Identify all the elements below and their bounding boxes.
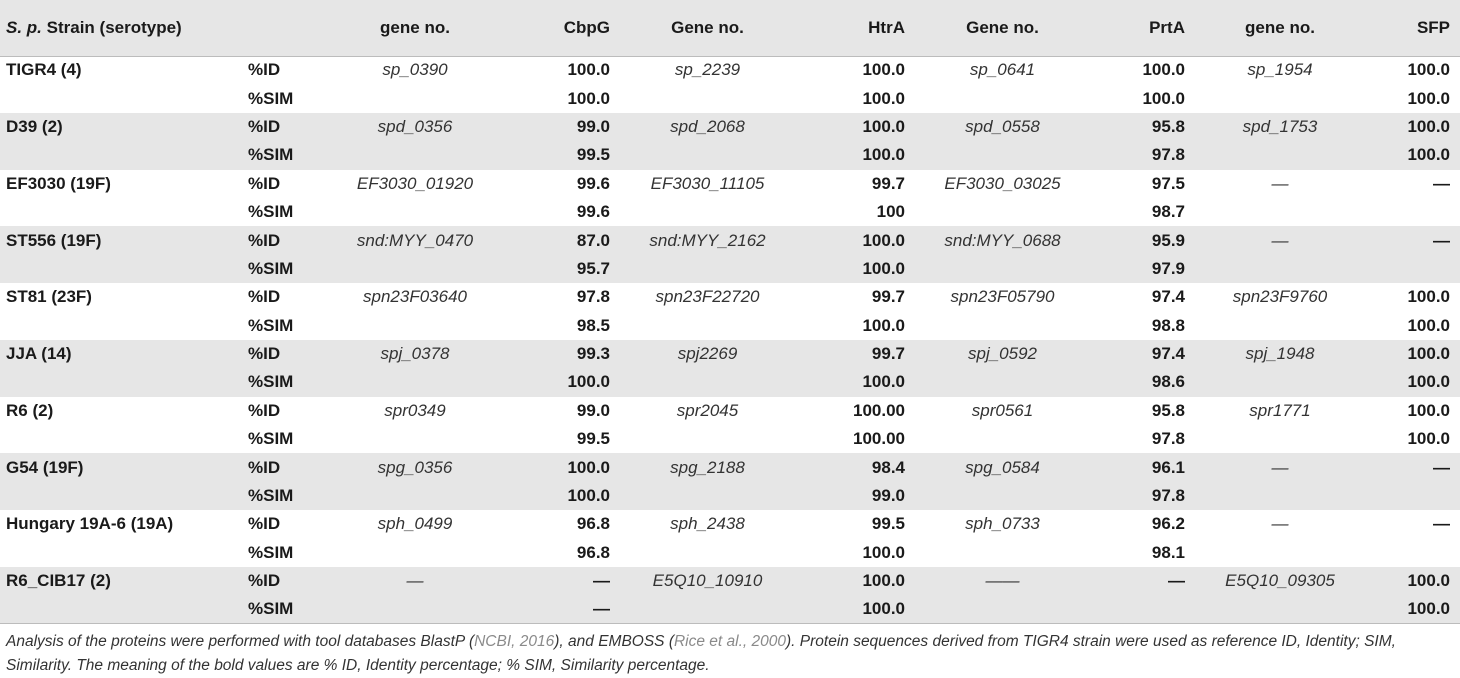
gene-cell-empty — [915, 482, 1090, 510]
sfp-similarity — [1365, 482, 1460, 510]
table-row-sim — [0, 84, 1460, 112]
sfp-identity: 100.0 — [1407, 60, 1450, 80]
gene-number-sfp: — — [1271, 514, 1289, 534]
strain-column-header — [0, 0, 242, 56]
prta-identity: 95.8 — [1151, 116, 1185, 136]
htra-similarity: 99.0 — [871, 486, 905, 506]
gene-cell-empty — [1195, 539, 1365, 567]
table-row-sim — [0, 141, 1460, 169]
table-row-id — [0, 283, 1460, 311]
sfp-identity: 100.0 — [1407, 571, 1450, 591]
table-footnote — [0, 624, 1460, 678]
prta-identity: 96.2 — [1151, 514, 1185, 534]
cbpg-identity: 99.6 — [576, 173, 610, 193]
htra-identity: 100.0 — [862, 571, 905, 591]
htra-identity: 98.4 — [871, 457, 905, 477]
gene-number-cbpg: sph_0499 — [377, 514, 453, 534]
gene-number-htra: snd:MYY_2162 — [649, 230, 766, 250]
strain-name: D39 (2) — [6, 116, 63, 136]
metric-label-id: %ID — [248, 116, 281, 136]
strain-name: ST81 (23F) — [6, 287, 92, 307]
strain-name-empty — [0, 198, 242, 226]
strain-name: EF3030 (19F) — [6, 173, 111, 193]
prta-identity: 95.9 — [1151, 230, 1185, 250]
table-row-sim — [0, 255, 1460, 283]
htra-similarity: 100.0 — [862, 372, 905, 392]
protein-header-sfp: SFP — [1365, 0, 1460, 56]
htra-identity: 99.7 — [871, 287, 905, 307]
header-row — [0, 0, 1460, 56]
prta-similarity: 97.8 — [1151, 429, 1185, 449]
prta-similarity: 100.0 — [1142, 88, 1185, 108]
gene-number-sfp: spr1771 — [1249, 400, 1311, 420]
table-row-sim — [0, 198, 1460, 226]
htra-similarity: 100.0 — [862, 315, 905, 335]
table-row-id — [0, 340, 1460, 368]
prta-identity: 97.5 — [1151, 173, 1185, 193]
gene-cell-empty — [1195, 141, 1365, 169]
metric-label-id: %ID — [248, 60, 281, 80]
gene-number-htra: spj2269 — [677, 344, 738, 364]
gene-cell-empty — [620, 141, 795, 169]
gene-number-prta: spd_0558 — [965, 116, 1040, 136]
cbpg-similarity: 100.0 — [567, 486, 610, 506]
prta-identity: 100.0 — [1142, 60, 1185, 80]
metric-label-id: %ID — [248, 400, 281, 420]
cbpg-identity: 100.0 — [567, 60, 610, 80]
sfp-similarity — [1365, 198, 1460, 226]
gene-number-sfp: spj_1948 — [1245, 344, 1315, 364]
table-body — [0, 56, 1460, 624]
table-row-sim — [0, 368, 1460, 396]
gene-header-1: gene no. — [330, 0, 500, 56]
sfp-identity: 100.0 — [1407, 344, 1450, 364]
gene-number-prta: EF3030_03025 — [944, 173, 1061, 193]
gene-cell-empty — [620, 425, 795, 453]
gene-cell-empty — [330, 368, 500, 396]
gene-cell-empty — [620, 539, 795, 567]
gene-cell-empty — [330, 482, 500, 510]
table-row-id — [0, 226, 1460, 254]
strain-name: R6 (2) — [6, 400, 54, 420]
gene-number-prta: sph_0733 — [965, 514, 1040, 534]
cbpg-similarity: 95.7 — [576, 258, 610, 278]
gene-number-sfp: spn23F9760 — [1232, 287, 1328, 307]
strain-name-empty — [0, 595, 242, 623]
gene-number-htra: EF3030_11105 — [650, 173, 765, 193]
cbpg-similarity: 100.0 — [567, 88, 610, 108]
gene-number-prta: spn23F05790 — [950, 287, 1055, 307]
gene-number-htra: spn23F22720 — [655, 287, 760, 307]
sfp-similarity: 100.0 — [1407, 145, 1450, 165]
strain-name: Hungary 19A-6 (19A) — [6, 514, 174, 534]
gene-number-prta: spj_0592 — [967, 344, 1037, 364]
gene-cell-empty — [1195, 84, 1365, 112]
cbpg-similarity: 100.0 — [567, 372, 610, 392]
prta-similarity: 98.1 — [1151, 542, 1185, 562]
gene-cell-empty — [915, 255, 1090, 283]
gene-number-cbpg: spr0349 — [384, 400, 446, 420]
gene-number-sfp: sp_1954 — [1247, 60, 1313, 80]
table-row-sim — [0, 595, 1460, 623]
gene-number-sfp: — — [1271, 173, 1289, 193]
sfp-identity: 100.0 — [1407, 400, 1450, 420]
prta-similarity: 97.8 — [1151, 486, 1185, 506]
metric-label-id: %ID — [248, 173, 281, 193]
table-row-sim — [0, 539, 1460, 567]
sfp-similarity: 100.0 — [1407, 88, 1450, 108]
cbpg-identity: 87.0 — [576, 230, 610, 250]
gene-number-htra: spg_2188 — [670, 457, 745, 477]
cbpg-similarity: 96.8 — [576, 542, 610, 562]
sfp-identity: 100.0 — [1407, 287, 1450, 307]
gene-number-htra: spd_2068 — [670, 116, 745, 136]
metric-label-sim: %SIM — [248, 429, 294, 449]
prta-similarity — [1090, 595, 1195, 623]
cbpg-similarity: 99.5 — [576, 429, 610, 449]
cbpg-similarity: — — [500, 595, 620, 623]
metric-label-sim: %SIM — [248, 88, 294, 108]
gene-cell-empty — [620, 198, 795, 226]
gene-cell-empty — [915, 141, 1090, 169]
metric-label-sim: %SIM — [248, 486, 294, 506]
prta-similarity: 98.7 — [1151, 202, 1185, 222]
gene-cell-empty — [1195, 482, 1365, 510]
htra-identity: 99.5 — [871, 514, 905, 534]
strain-name-empty — [0, 312, 242, 340]
footnote-text-1: Analysis of the proteins were performed with tool databases BlastP ( — [6, 633, 475, 651]
cbpg-identity: 96.8 — [576, 514, 610, 534]
protein-header-prta: PrtA — [1090, 0, 1195, 56]
sfp-similarity — [1365, 539, 1460, 567]
prta-similarity: 98.6 — [1151, 372, 1185, 392]
gene-number-htra: spr2045 — [676, 400, 739, 420]
strain-name-empty — [0, 84, 242, 112]
gene-cell-empty — [620, 595, 795, 623]
sfp-identity: — — [1433, 173, 1450, 193]
protein-header-cbpg: CbpG — [500, 0, 620, 56]
gene-cell-empty — [915, 84, 1090, 112]
htra-similarity: 100.0 — [862, 542, 905, 562]
cbpg-identity: 100.0 — [567, 457, 610, 477]
gene-number-cbpg: spg_0356 — [377, 457, 453, 477]
gene-number-sfp: — — [1271, 230, 1289, 250]
gene-cell-empty — [620, 312, 795, 340]
metric-label-sim: %SIM — [248, 542, 294, 562]
table-row-id — [0, 453, 1460, 481]
metric-label-id: %ID — [248, 571, 281, 591]
cbpg-identity: 97.8 — [576, 287, 610, 307]
gene-number-cbpg: — — [406, 571, 424, 591]
table-row-sim — [0, 312, 1460, 340]
gene-cell-empty — [330, 595, 500, 623]
gene-number-cbpg: spn23F03640 — [363, 287, 467, 307]
metric-label-id: %ID — [248, 457, 281, 477]
strain-name-empty — [0, 141, 242, 169]
cbpg-identity: 99.3 — [576, 344, 610, 364]
sfp-identity: — — [1433, 457, 1450, 477]
sfp-identity: — — [1433, 514, 1450, 534]
metric-label-sim: %SIM — [248, 145, 294, 165]
gene-number-cbpg: spd_0356 — [377, 116, 453, 136]
gene-cell-empty — [915, 312, 1090, 340]
htra-identity: 100.0 — [862, 116, 905, 136]
gene-cell-empty — [1195, 198, 1365, 226]
gene-cell-empty — [330, 312, 500, 340]
gene-number-prta: snd:MYY_0688 — [944, 230, 1061, 250]
strain-name: G54 (19F) — [6, 457, 84, 477]
cbpg-similarity: 99.6 — [576, 202, 610, 222]
cbpg-identity: 99.0 — [576, 400, 610, 420]
gene-number-htra: sph_2438 — [670, 514, 745, 534]
protein-header-htra: HtrA — [795, 0, 915, 56]
metric-label-id: %ID — [248, 287, 281, 307]
footnote-text-2: ), and EMBOSS ( — [554, 633, 674, 651]
prta-identity: 95.8 — [1151, 400, 1185, 420]
gene-cell-empty — [620, 482, 795, 510]
gene-number-sfp: E5Q10_09305 — [1225, 571, 1335, 591]
htra-identity: 100.00 — [853, 400, 905, 420]
sfp-similarity: 100.0 — [1407, 429, 1450, 449]
footnote-text-3: ). Protein sequences derived from TIGR4 strain were used as reference ID, Identity; SIM, Similarity. The meaning of the bold values are % ID, Identity percentage; % SIM, Similarity percentage. — [6, 633, 1396, 675]
gene-cell-empty — [915, 198, 1090, 226]
gene-cell-empty — [620, 255, 795, 283]
gene-cell-empty — [915, 425, 1090, 453]
gene-header-3: Gene no. — [915, 0, 1090, 56]
reference-link-rice[interactable]: Rice et al., 2000 — [673, 633, 786, 651]
sfp-identity: 100.0 — [1407, 116, 1450, 136]
cbpg-identity: 99.0 — [576, 116, 610, 136]
gene-cell-empty — [620, 84, 795, 112]
htra-identity: 99.7 — [871, 344, 905, 364]
gene-number-cbpg: snd:MYY_0470 — [356, 230, 474, 250]
gene-header-4: gene no. — [1195, 0, 1365, 56]
gene-number-prta: —— — [985, 571, 1020, 591]
strain-name: ST556 (19F) — [6, 230, 102, 250]
reference-link-ncbi[interactable]: NCBI, 2016 — [474, 633, 555, 651]
sfp-similarity: 100.0 — [1365, 595, 1460, 623]
gene-number-htra: E5Q10_10910 — [652, 571, 763, 591]
table-row-id — [0, 397, 1460, 425]
table-header — [0, 0, 1460, 56]
prta-identity: 96.1 — [1151, 457, 1185, 477]
strain-name-empty — [0, 368, 242, 396]
species-abbrev: S. p. — [6, 17, 42, 37]
htra-similarity: 100.0 — [862, 258, 905, 278]
gene-header-2: Gene no. — [620, 0, 795, 56]
htra-identity: 100.0 — [862, 60, 905, 80]
table-row-sim — [0, 425, 1460, 453]
metric-label-sim: %SIM — [248, 202, 294, 222]
metric-column-header — [242, 0, 330, 56]
gene-number-htra: sp_2239 — [674, 60, 741, 80]
metric-label-id: %ID — [248, 344, 281, 364]
gene-number-cbpg: EF3030_01920 — [356, 173, 474, 193]
strain-name: TIGR4 (4) — [6, 60, 82, 80]
metric-label-sim: %SIM — [248, 315, 294, 335]
metric-label-id: %ID — [248, 230, 281, 250]
strain-name: JJA (14) — [6, 344, 72, 364]
table-row-id — [0, 510, 1460, 538]
metric-label-sim: %SIM — [248, 258, 294, 278]
gene-cell-empty — [915, 595, 1090, 623]
gene-number-prta: sp_0641 — [969, 60, 1036, 80]
metric-label-id: %ID — [248, 514, 281, 534]
gene-cell-empty — [915, 539, 1090, 567]
htra-similarity: 100.0 — [862, 88, 905, 108]
gene-cell-empty — [1195, 595, 1365, 623]
gene-cell-empty — [330, 425, 500, 453]
table-row-id — [0, 113, 1460, 141]
gene-number-prta: spg_0584 — [965, 457, 1040, 477]
prta-similarity: 97.8 — [1151, 145, 1185, 165]
gene-cell-empty — [330, 255, 500, 283]
cbpg-similarity: 98.5 — [576, 315, 610, 335]
sfp-similarity: 100.0 — [1407, 315, 1450, 335]
metric-label-sim: %SIM — [242, 595, 330, 623]
gene-number-cbpg: sp_0390 — [382, 60, 448, 80]
table-row-id — [0, 170, 1460, 198]
strain-name-empty — [0, 255, 242, 283]
sfp-identity: — — [1433, 230, 1450, 250]
sfp-similarity — [1365, 255, 1460, 283]
prta-similarity: 97.9 — [1151, 258, 1185, 278]
htra-identity: 99.7 — [871, 173, 905, 193]
gene-cell-empty — [1195, 368, 1365, 396]
prta-identity: — — [1168, 571, 1185, 591]
gene-cell-empty — [1195, 312, 1365, 340]
gene-number-sfp: — — [1271, 457, 1289, 477]
strain-name-empty — [0, 539, 242, 567]
strain-name-empty — [0, 482, 242, 510]
strain-name-empty — [0, 425, 242, 453]
gene-number-sfp: spd_1753 — [1242, 116, 1318, 136]
strain-header-label: Strain (serotype) — [41, 17, 182, 37]
gene-number-prta: spr0561 — [971, 400, 1034, 420]
metric-label-sim: %SIM — [248, 372, 294, 392]
cbpg-identity: — — [593, 571, 610, 591]
htra-similarity: 100.0 — [795, 595, 915, 623]
htra-similarity: 100.0 — [862, 145, 905, 165]
gene-cell-empty — [1195, 425, 1365, 453]
prta-identity: 97.4 — [1151, 287, 1185, 307]
gene-cell-empty — [620, 368, 795, 396]
sfp-similarity: 100.0 — [1407, 372, 1450, 392]
gene-cell-empty — [330, 539, 500, 567]
gene-cell-empty — [330, 141, 500, 169]
table-row-sim — [0, 482, 1460, 510]
htra-similarity: 100 — [876, 202, 905, 222]
gene-cell-empty — [915, 368, 1090, 396]
strain-name: R6_CIB17 (2) — [6, 571, 111, 591]
htra-similarity: 100.00 — [853, 429, 905, 449]
gene-cell-empty — [330, 198, 500, 226]
htra-identity: 100.0 — [862, 230, 905, 250]
gene-cell-empty — [1195, 255, 1365, 283]
cbpg-similarity: 99.5 — [576, 145, 610, 165]
table-row-id — [0, 56, 1460, 84]
table-row-id — [0, 567, 1460, 595]
gene-number-cbpg: spj_0378 — [380, 344, 450, 364]
prta-similarity: 98.8 — [1151, 315, 1185, 335]
prta-identity: 97.4 — [1151, 344, 1185, 364]
gene-cell-empty — [330, 84, 500, 112]
